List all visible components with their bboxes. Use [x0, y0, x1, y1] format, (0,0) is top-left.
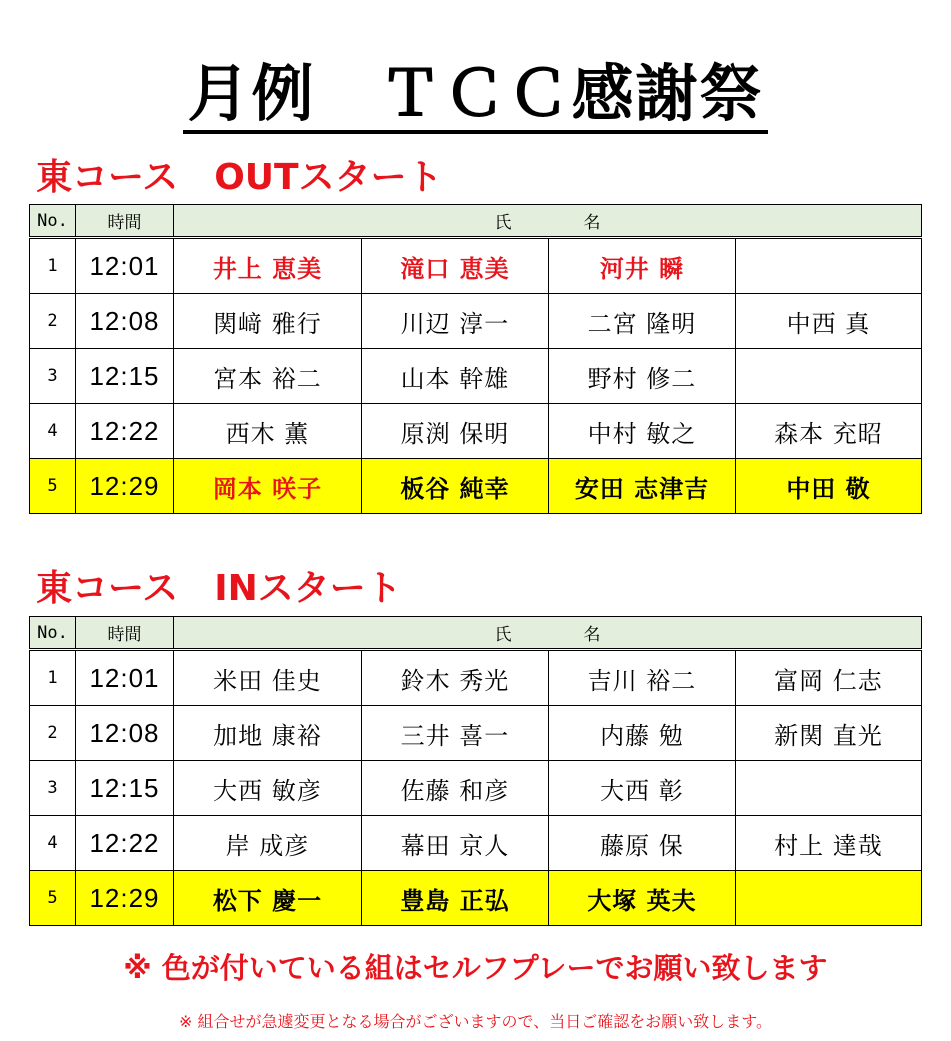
table-row [30, 650, 922, 706]
player-name: 滝口 恵美 [362, 238, 549, 294]
table-row [30, 404, 922, 459]
player-name: 中西 真 [736, 294, 922, 349]
player-name: 関﨑 雅行 [174, 294, 362, 349]
group-number: 5 [30, 459, 76, 514]
player-name: 米田 佳史 [174, 650, 362, 706]
table-row [30, 238, 922, 294]
tee-time: 12:08 [76, 706, 174, 761]
player-name: 松下 慶一 [174, 871, 362, 926]
player-name [736, 238, 922, 294]
player-name: 安田 志津吉 [549, 459, 736, 514]
player-name: 野村 修二 [549, 349, 736, 404]
group-number: 1 [30, 650, 76, 706]
player-name: 豊島 正弘 [362, 871, 549, 926]
name-header: 氏 名 [174, 205, 922, 238]
tee-time: 12:01 [76, 238, 174, 294]
group-number: 4 [30, 404, 76, 459]
player-name: 岸 成彦 [174, 816, 362, 871]
self-play-note: ※ 色が付いている組はセルフプレーでお願い致します [123, 951, 828, 985]
group-number: 4 [30, 816, 76, 871]
player-name: 佐藤 和彦 [362, 761, 549, 816]
player-name: 原渕 保明 [362, 404, 549, 459]
name-header: 氏 名 [174, 617, 922, 650]
player-name: 新関 直光 [736, 706, 922, 761]
tee-time: 12:08 [76, 294, 174, 349]
player-name: 川辺 淳一 [362, 294, 549, 349]
table-row-self-play [30, 871, 922, 926]
player-name: 大西 敏彦 [174, 761, 362, 816]
time-header: 時間 [76, 205, 174, 238]
table-header-row [30, 205, 922, 238]
player-name: 中村 敏之 [549, 404, 736, 459]
player-name: 内藤 勉 [549, 706, 736, 761]
player-name: 富岡 仁志 [736, 650, 922, 706]
player-name [736, 761, 922, 816]
no-header: No. [30, 205, 76, 238]
player-name: 幕田 京人 [362, 816, 549, 871]
player-name: 二宮 隆明 [549, 294, 736, 349]
tee-time: 12:29 [76, 459, 174, 514]
tee-time: 12:15 [76, 349, 174, 404]
player-name: 森本 充昭 [736, 404, 922, 459]
tee-time: 12:22 [76, 816, 174, 871]
out-section-title: 東コース OUTスタート [36, 157, 443, 198]
group-number: 5 [30, 871, 76, 926]
out-start-table [29, 204, 922, 514]
player-name: 吉川 裕二 [549, 650, 736, 706]
group-number: 3 [30, 349, 76, 404]
no-header: No. [30, 617, 76, 650]
player-name: 大西 彰 [549, 761, 736, 816]
player-name: 加地 康裕 [174, 706, 362, 761]
player-name [736, 871, 922, 926]
player-name: 中田 敬 [736, 459, 922, 514]
table-row-self-play [30, 459, 922, 514]
tee-time: 12:22 [76, 404, 174, 459]
change-notice: ※ 組合せが急遽変更となる場合がございますので、当日ご確認をお願い致します。 [179, 1012, 772, 1031]
time-header: 時間 [76, 617, 174, 650]
player-name: 河井 瞬 [549, 238, 736, 294]
group-number: 2 [30, 706, 76, 761]
table-row [30, 706, 922, 761]
player-name: 三井 喜一 [362, 706, 549, 761]
group-number: 3 [30, 761, 76, 816]
group-number: 2 [30, 294, 76, 349]
player-name: 鈴木 秀光 [362, 650, 549, 706]
player-name: 藤原 保 [549, 816, 736, 871]
table-header-row [30, 617, 922, 650]
tee-time: 12:01 [76, 650, 174, 706]
table-row [30, 294, 922, 349]
player-name: 宮本 裕二 [174, 349, 362, 404]
player-name: 板谷 純幸 [362, 459, 549, 514]
table-row [30, 349, 922, 404]
player-name [736, 349, 922, 404]
player-name: 岡本 咲子 [174, 459, 362, 514]
player-name: 村上 達哉 [736, 816, 922, 871]
player-name: 井上 恵美 [174, 238, 362, 294]
tee-time: 12:15 [76, 761, 174, 816]
tee-time: 12:29 [76, 871, 174, 926]
player-name: 大塚 英夫 [549, 871, 736, 926]
in-section-title: 東コース INスタート [36, 568, 402, 609]
table-row [30, 761, 922, 816]
player-name: 西木 薫 [174, 404, 362, 459]
table-row [30, 816, 922, 871]
in-start-table [29, 616, 922, 926]
player-name: 山本 幹雄 [362, 349, 549, 404]
group-number: 1 [30, 238, 76, 294]
page-title: 月例 ＴＣＣ感謝祭 [0, 58, 951, 134]
